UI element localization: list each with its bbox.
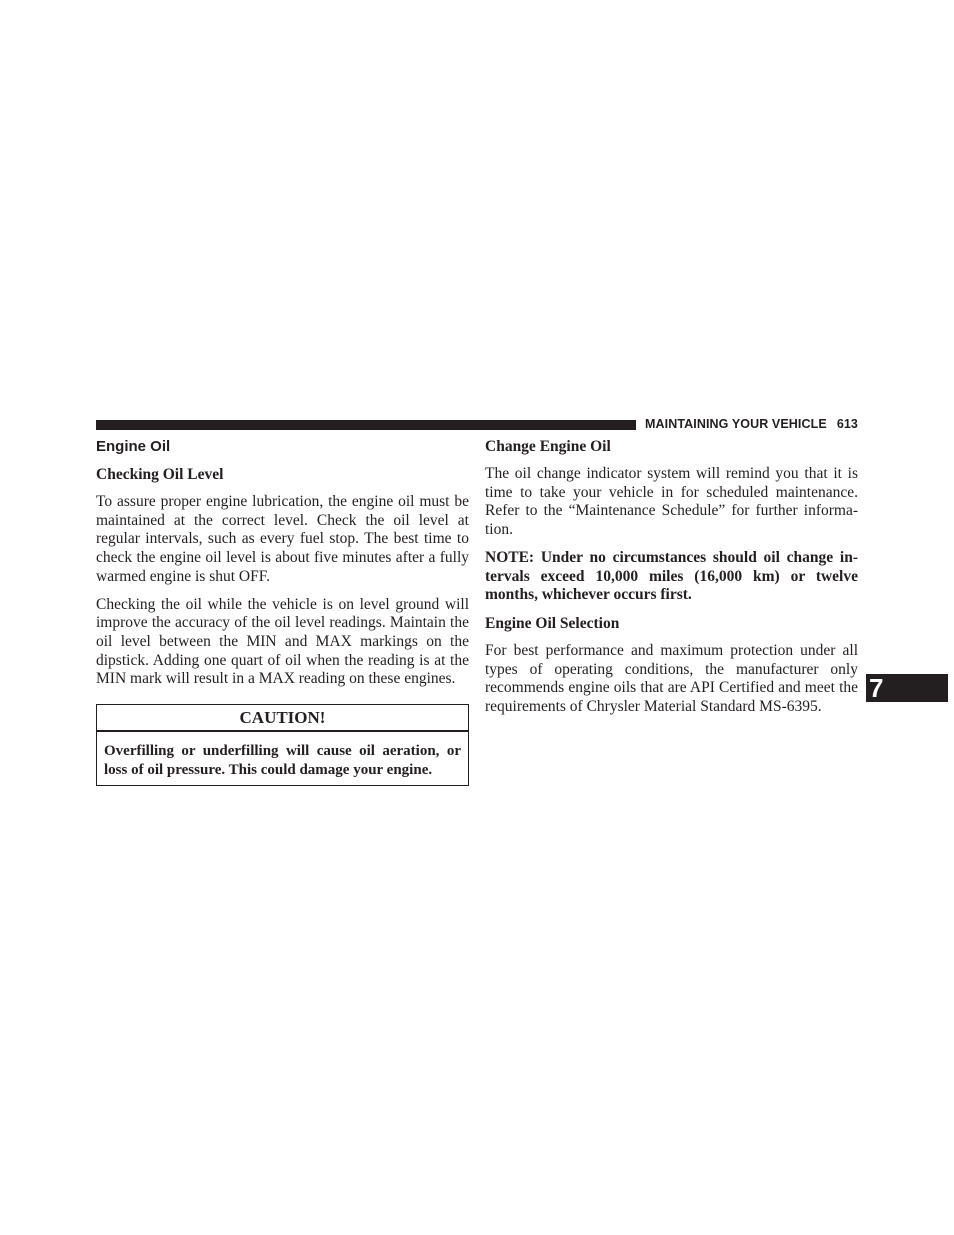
caution-title: CAUTION! [97, 705, 468, 732]
paragraph-oil-level-intro: To assure proper engine lubrication, the engine oil must be maintained at the correct level. Check the oil level at regular intervals, such as every fuel stop. The best time to check the engine oil level is about five minutes after a fully warmed engine is shut OFF. [96, 493, 469, 585]
left-column [96, 437, 469, 786]
header-rule [96, 420, 636, 430]
caution-text: Overfilling or underfilling will cause oil aeration, or loss of oil pressure. This could damage your engine. [104, 743, 461, 778]
header-section-title: MAINTAINING YOUR VEHICLE [645, 417, 827, 431]
caution-box [96, 704, 469, 786]
right-column [485, 437, 858, 726]
subhead-checking-oil-level: Checking Oil Level [96, 466, 224, 483]
paragraph-oil-change-indicator: The oil change indicator system will remind you that it is time to take your vehicle in for scheduled maintenance. Refer to the “Maintenance Schedule” for further information. [485, 465, 858, 539]
paragraph-oil-level-dipstick: Checking the oil while the vehicle is on level ground will improve the accuracy of the oil level readings. Maintain the oil level between the MIN and MAX markings on the dipstick. Adding one quart of oil when the reading is at the MIN mark will result in a MAX reading on these engines. [96, 595, 469, 688]
running-header [645, 417, 858, 431]
note-oil-change-interval: NOTE: Under no circumstances should oil change intervals exceed 10,000 miles (16,000 km) or twelve months, whichever occurs first. [485, 548, 858, 604]
subhead-change-engine-oil: Change Engine Oil [485, 438, 611, 455]
section-title-engine-oil: Engine Oil [96, 438, 171, 455]
subhead-engine-oil-selection: Engine Oil Selection [485, 614, 620, 632]
chapter-tab: 7 [866, 674, 948, 702]
page-number: 613 [836, 417, 858, 431]
paragraph-oil-selection: For best performance and maximum protection under all types of operating conditions, the manufacturer only recommends engine oils that are API Certified and meet the requirements of Chrysler Material Standard MS-6395. [485, 641, 858, 716]
